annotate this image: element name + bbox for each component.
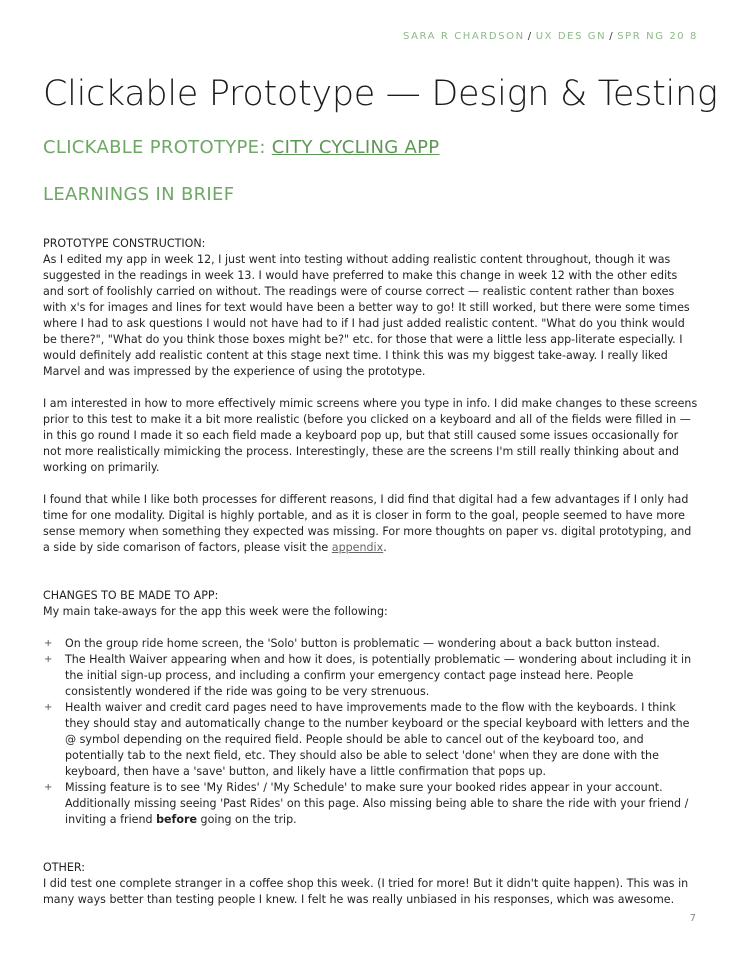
list-item <box>43 780 699 828</box>
appendix-link[interactable]: appendix <box>331 541 384 554</box>
changes-intro: My main take-aways for the app this week were the following: <box>43 605 388 618</box>
construction-text-1: As I edited my app in week 12, I just went into testing without adding realistic content throughout, though it was suggested in the readings in week 13. I would have preferred to make this change in week 12 with the other edits and sort of foolishly carried on without. The readings were of course correct — realistic content rather than boxes with x's for images and lines for text would have been a better way to go! It still worked, but there were some times where I had to ask questions I would not have had to if I had just added realistic content. "What do you think would be there?", "What do you think those boxes might be?" etc. for those that were a little less app-literate especially. I would definitely add realistic content at this stage next time. I think this was my biggest take-away. I really liked Marvel and was impressed by the experience of using the prototype. <box>43 253 690 378</box>
body-text <box>43 236 699 924</box>
changes-label: CHANGES TO BE MADE TO APP: <box>43 589 219 602</box>
construction-text-3: I found that while I like both processes for different reasons, I did find that digital had a few advantages if I only had time for one modality. Digital is highly portable, and as it is closer in form to the goal, people seemed to have more sense memory when something they expected was missing. For more thoughts on paper vs. digital prototyping, and a side by side comarison of factors, please visit the <box>43 493 692 554</box>
construction-paragraph-3 <box>43 492 699 556</box>
header-separator: / <box>609 31 615 42</box>
list-item-text: Missing feature is to see 'My Rides' / 'My Schedule' to make sure your booked rides appear in your account. Additionally missing seeing 'Past Rides' on this page. Also missing being able to share the ride with your friend / inviting a friend <box>65 781 689 826</box>
list-item: + The Health Waiver appearing when and how it does, is potentially problematic — wondering about including it in the initial sign-up process, and including a confirm your emergency contact page instead here. People consistently wondered if the ride was going to be very strenuous. <box>43 652 699 700</box>
construction-text-3-end: . <box>383 541 387 554</box>
header-course: UX DES GN <box>535 31 607 42</box>
list-item-bold: before <box>156 813 198 826</box>
other-paragraph <box>43 860 699 908</box>
construction-label: PROTOTYPE CONSTRUCTION: <box>43 237 206 250</box>
section-heading: LEARNINGS IN BRIEF <box>43 184 235 205</box>
app-name-link[interactable]: CITY CYCLING APP <box>271 137 440 158</box>
list-item: + Health waiver and credit card pages need to have improvements made to the flow with the keyboards. I think they should stay and automatically change to the number keyboard or the special keyboard with letters and the @ symbol depending on the required field. People should be able to cancel out of the keyboard too, and potentially tab to the next field, etc. They should also be able to select 'done' when they are done with the keyboard, then have a 'save' button, and likely have a little confirmation that pops up. <box>43 700 699 780</box>
header-author: SARA R CHARDSON <box>402 31 525 42</box>
other-text: I did test one complete stranger in a coffee shop this week. (I tried for more! But it didn't quite happen). This was in many ways better than testing people I knew. I felt he was really unbiased in his responses, which was awesome. <box>43 877 689 906</box>
prototype-subtitle <box>43 137 439 158</box>
page-title: Clickable Prototype — Design & Testing <box>43 74 718 114</box>
list-item: + On the group ride home screen, the 'Solo' button is problematic — wondering about a back button instead. <box>43 636 699 652</box>
subtitle-prefix: CLICKABLE PROTOTYPE: <box>43 137 272 158</box>
running-header <box>403 31 698 42</box>
construction-paragraph <box>43 236 699 380</box>
page-number: 7 <box>689 913 696 924</box>
other-label: OTHER: <box>43 861 85 874</box>
construction-text-2: I am interested in how to more effectively mimic screens where you type in info. I did make changes to these screens prior to this test to make it a bit more realistic (before you clicked on a keyboard and all of the fields were filled in — in this go round I made it so each field made a keyboard pop up, but that still caused some issues occasionally for not more realistically mimicking the process. Interestingly, these are the screens I'm still really thinking about and working on primarily. <box>43 397 698 474</box>
header-separator: / <box>527 31 533 42</box>
header-term: SPR NG 20 8 <box>617 31 698 42</box>
list-item-end: going on the trip. <box>197 813 297 826</box>
changes-list <box>43 636 699 828</box>
changes-intro-paragraph <box>43 588 699 620</box>
